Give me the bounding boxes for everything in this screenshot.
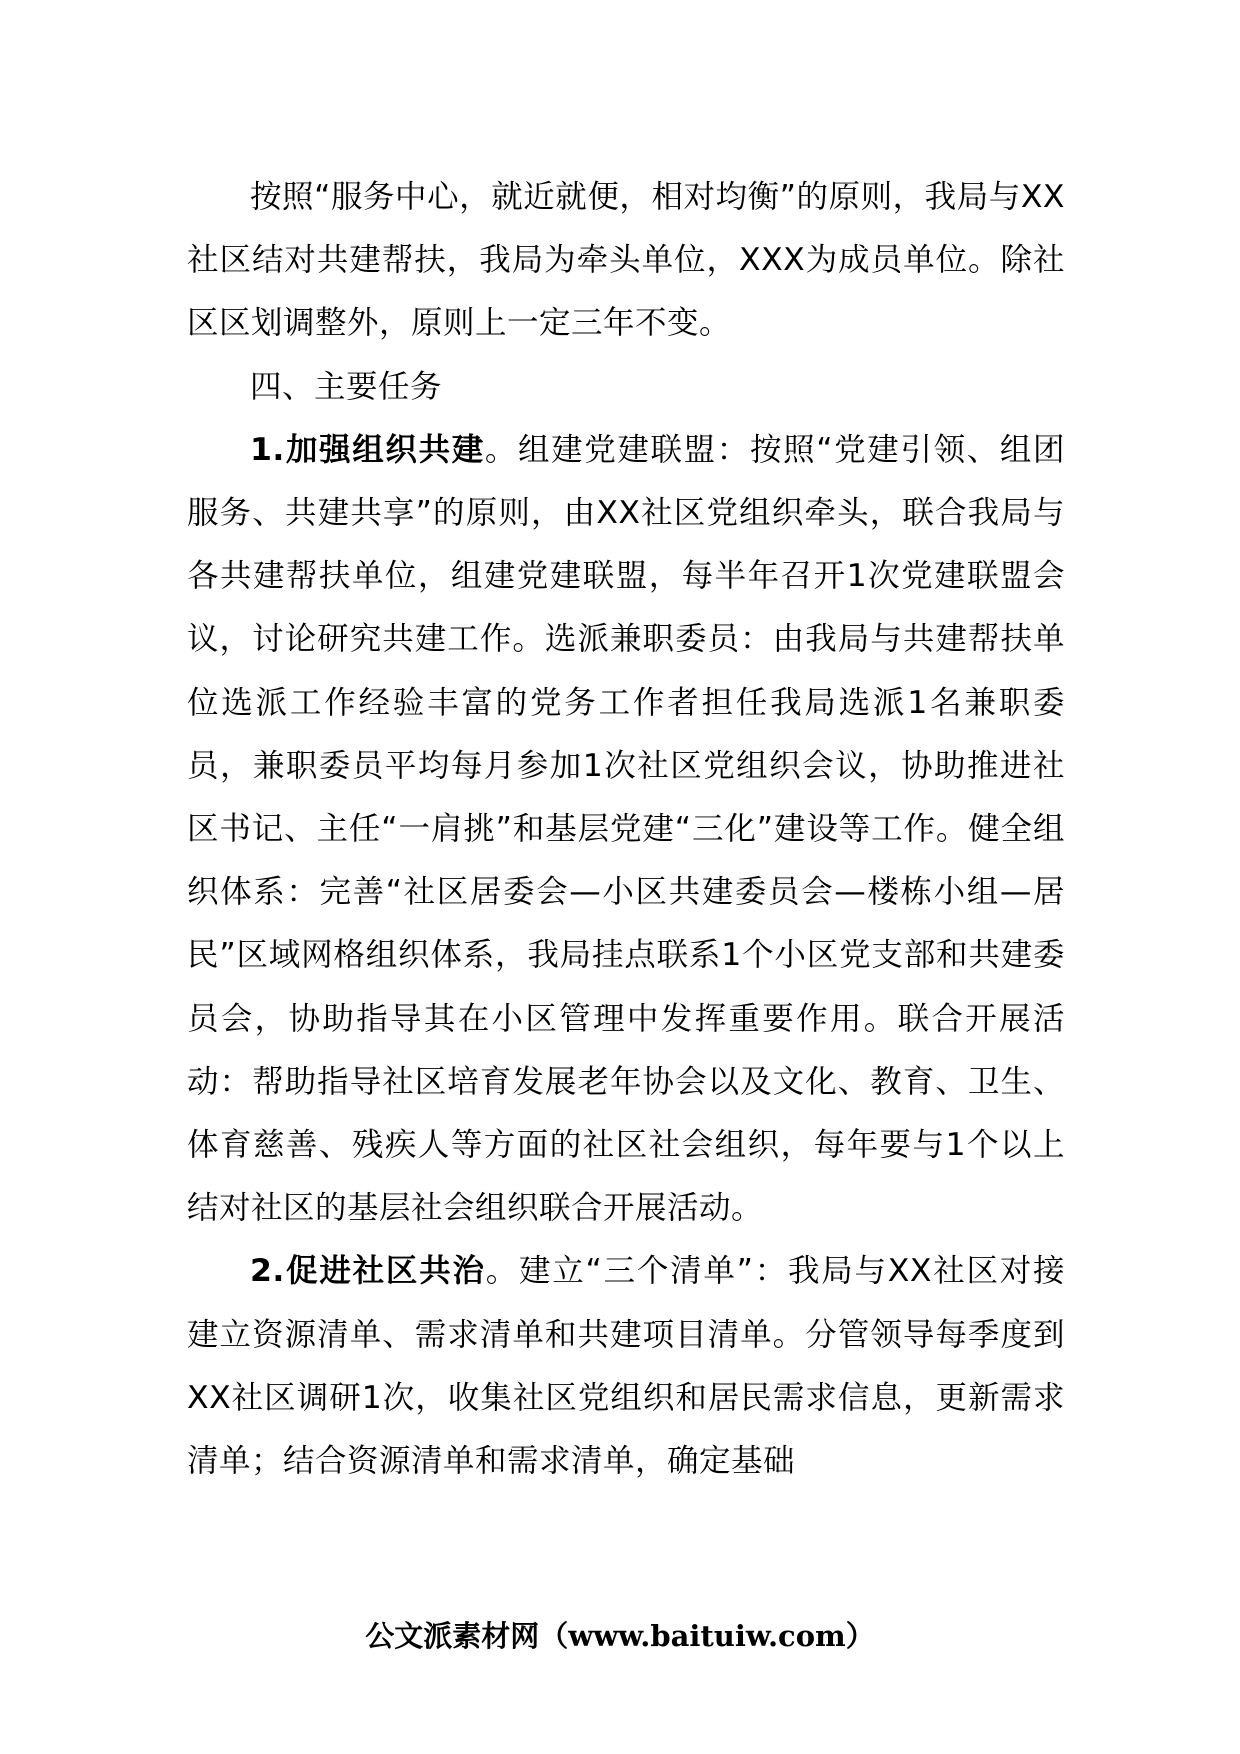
item-1-body: 。组建党建联盟：按照“党建引领、组团服务、共建共享”的原则，由XX社区党组织牵头，联合我局与各共建帮扶单位，组建党建联盟，每半年召开1次党建联盟会议，讨论研究共建工作。选派兼职委员：由我局与共建帮扶单位选派工作经验丰富的党务工作者担任我局选派1名兼职委员，兼职委员平均每月参加1次社区党组织会议，协助推进社区书记、主任“一肩挑”和基层党建“三化”建设等工作。健全组织体系：完善“社区居委会—小区共建委员会—楼栋小组—居民”区域网格组织体系，我局挂点联系1个小区党支部和共建委员会，协助指导其在小区管理中发挥重要作用。联合开展活动：帮助指导社区培育发展老年协会以及文化、教育、卫生、体育慈善、残疾人等方面的社区社会组织，每年要与1个以上结对社区的基层社会组织联合开展活动。 bbox=[187, 431, 1065, 1227]
paragraph-organization-building bbox=[187, 419, 1065, 1241]
section-heading-main-tasks: 四、主要任务 bbox=[250, 368, 443, 405]
item-2-title: 2.促进社区共治 bbox=[250, 1253, 486, 1290]
document-body bbox=[187, 166, 1065, 1493]
paragraph-pairing-principle: 按照“服务中心，就近就便，相对均衡”的原则，我局与XX社区结对共建帮扶，我局为牵头单位，XXX为成员单位。除社区区划调整外，原则上一定三年不变。 bbox=[187, 179, 1065, 342]
footer-watermark: 公文派素材网（www.baituiw.com） bbox=[365, 1619, 875, 1653]
paragraph-community-governance bbox=[187, 1240, 1065, 1493]
item-1-title: 1.加强组织共建 bbox=[250, 431, 485, 468]
item-2-body: 。建立“三个清单”：我局与XX社区对接建立资源清单、需求清单和共建项目清单。分管领导每季度到XX社区调研1次，收集社区党组织和居民需求信息，更新需求清单；结合资源清单和需求清单，确定基础 bbox=[187, 1253, 1065, 1480]
